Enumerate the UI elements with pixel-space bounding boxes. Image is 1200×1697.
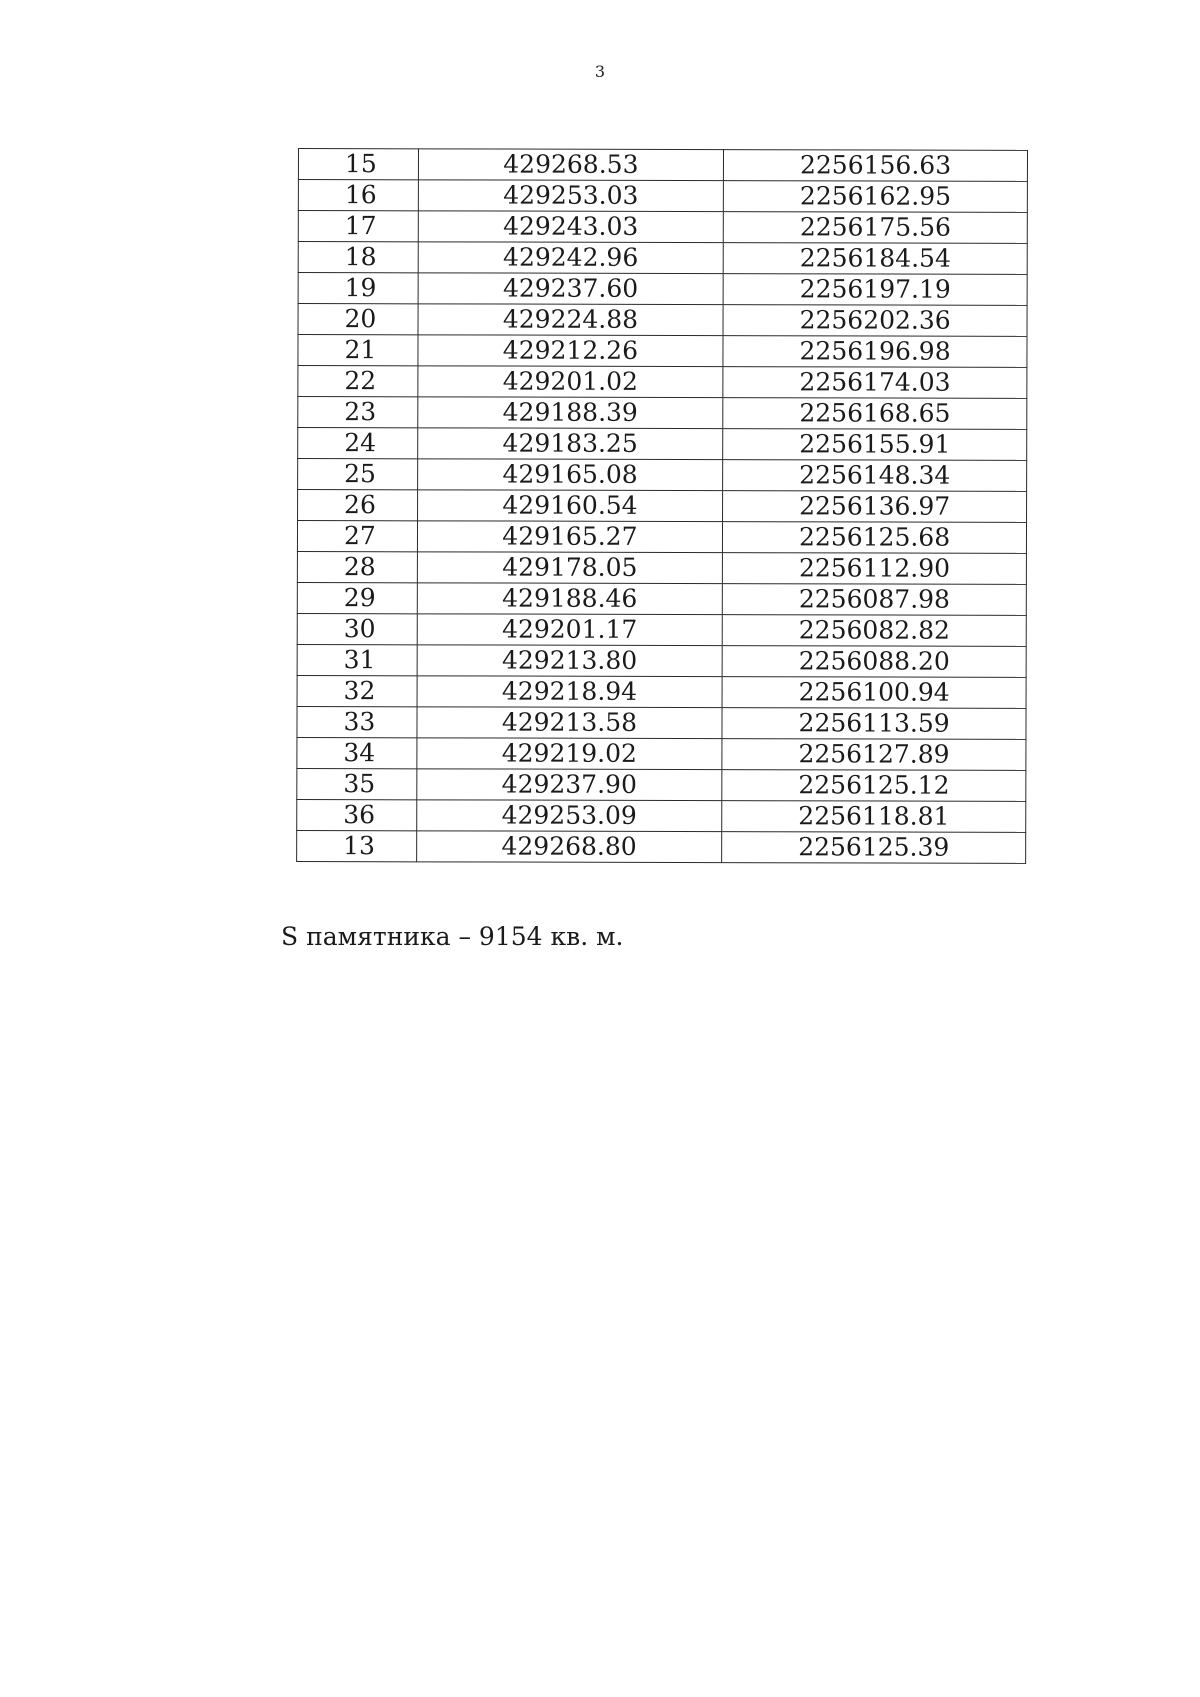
x-coordinate-cell: 429243.03 — [418, 211, 724, 243]
coordinates-table-body — [297, 149, 1028, 864]
table-row — [298, 180, 1027, 213]
x-coordinate-cell: 429188.39 — [417, 397, 723, 429]
y-coordinate-cell: 2256196.98 — [723, 336, 1027, 368]
x-coordinate-cell: 429165.27 — [417, 521, 723, 553]
table-row — [298, 149, 1027, 182]
table-row — [298, 273, 1027, 306]
point-number-cell: 16 — [298, 180, 418, 211]
point-number-cell: 24 — [298, 428, 418, 459]
point-number-cell: 20 — [298, 304, 418, 335]
point-number-cell: 15 — [298, 149, 418, 180]
area-note: S памятника – 9154 кв. м. — [281, 922, 624, 951]
table-row — [297, 644, 1026, 677]
table-row — [297, 551, 1026, 584]
x-coordinate-cell: 429268.53 — [418, 149, 724, 181]
table-row — [297, 613, 1026, 646]
table-row — [298, 335, 1027, 368]
x-coordinate-cell: 429237.60 — [418, 273, 724, 305]
y-coordinate-cell: 2256113.59 — [722, 708, 1026, 740]
table-row — [297, 675, 1026, 708]
x-coordinate-cell: 429253.03 — [418, 180, 724, 212]
table-row — [297, 830, 1026, 863]
x-coordinate-cell: 429213.58 — [417, 707, 723, 739]
point-number-cell: 25 — [298, 459, 418, 490]
table-row — [297, 582, 1026, 615]
y-coordinate-cell: 2256087.98 — [723, 584, 1027, 616]
coordinates-table — [296, 148, 1028, 864]
page-number: 3 — [594, 62, 606, 81]
y-coordinate-cell: 2256197.19 — [723, 274, 1027, 306]
x-coordinate-cell: 429188.46 — [417, 583, 723, 615]
point-number-cell: 32 — [297, 675, 417, 706]
y-coordinate-cell: 2256125.12 — [722, 770, 1026, 802]
point-number-cell: 36 — [297, 799, 417, 830]
x-coordinate-cell: 429253.09 — [416, 800, 722, 832]
table-row — [297, 706, 1026, 739]
point-number-cell: 27 — [297, 521, 417, 552]
y-coordinate-cell: 2256125.39 — [722, 832, 1026, 864]
y-coordinate-cell: 2256155.91 — [723, 429, 1027, 461]
x-coordinate-cell: 429219.02 — [417, 738, 723, 770]
y-coordinate-cell: 2256156.63 — [724, 150, 1028, 182]
point-number-cell: 26 — [298, 490, 418, 521]
point-number-cell: 19 — [298, 273, 418, 304]
y-coordinate-cell: 2256168.65 — [723, 398, 1027, 430]
table-row — [297, 799, 1026, 832]
point-number-cell: 35 — [297, 768, 417, 799]
y-coordinate-cell: 2256125.68 — [723, 522, 1027, 554]
table-row — [298, 490, 1027, 523]
y-coordinate-cell: 2256184.54 — [723, 243, 1027, 275]
point-number-cell: 13 — [297, 830, 417, 861]
x-coordinate-cell: 429218.94 — [417, 676, 723, 708]
point-number-cell: 22 — [298, 366, 418, 397]
point-number-cell: 30 — [297, 613, 417, 644]
y-coordinate-cell: 2256202.36 — [723, 305, 1027, 337]
x-coordinate-cell: 429213.80 — [417, 645, 723, 677]
y-coordinate-cell: 2256174.03 — [723, 367, 1027, 399]
point-number-cell: 18 — [298, 242, 418, 273]
table-row — [298, 304, 1027, 337]
x-coordinate-cell: 429242.96 — [418, 242, 724, 274]
table-row — [298, 366, 1027, 399]
point-number-cell: 29 — [297, 582, 417, 613]
table-row — [297, 737, 1026, 770]
point-number-cell: 34 — [297, 737, 417, 768]
table-row — [298, 397, 1027, 430]
x-coordinate-cell: 429201.02 — [418, 366, 724, 398]
y-coordinate-cell: 2256082.82 — [722, 615, 1026, 647]
y-coordinate-cell: 2256088.20 — [722, 646, 1026, 678]
y-coordinate-cell: 2256136.97 — [723, 491, 1027, 523]
y-coordinate-cell: 2256148.34 — [723, 460, 1027, 492]
x-coordinate-cell: 429268.80 — [416, 831, 722, 863]
point-number-cell: 23 — [298, 397, 418, 428]
point-number-cell: 21 — [298, 335, 418, 366]
y-coordinate-cell: 2256100.94 — [722, 677, 1026, 709]
x-coordinate-cell: 429201.17 — [417, 614, 723, 646]
y-coordinate-cell: 2256162.95 — [724, 181, 1028, 213]
x-coordinate-cell: 429212.26 — [418, 335, 724, 367]
table-row — [297, 768, 1026, 801]
point-number-cell: 33 — [297, 706, 417, 737]
table-row — [298, 242, 1027, 275]
x-coordinate-cell: 429165.08 — [417, 459, 723, 491]
x-coordinate-cell: 429183.25 — [417, 428, 723, 460]
x-coordinate-cell: 429178.05 — [417, 552, 723, 584]
x-coordinate-cell: 429237.90 — [416, 769, 722, 801]
table-row — [298, 211, 1027, 244]
y-coordinate-cell: 2256112.90 — [723, 553, 1027, 585]
y-coordinate-cell: 2256175.56 — [724, 212, 1028, 244]
table-row — [298, 428, 1027, 461]
y-coordinate-cell: 2256127.89 — [722, 739, 1026, 771]
point-number-cell: 31 — [297, 644, 417, 675]
x-coordinate-cell: 429160.54 — [417, 490, 723, 522]
point-number-cell: 17 — [298, 211, 418, 242]
y-coordinate-cell: 2256118.81 — [722, 801, 1026, 833]
table-row — [298, 459, 1027, 492]
x-coordinate-cell: 429224.88 — [418, 304, 724, 336]
point-number-cell: 28 — [297, 551, 417, 582]
table-row — [297, 521, 1026, 554]
